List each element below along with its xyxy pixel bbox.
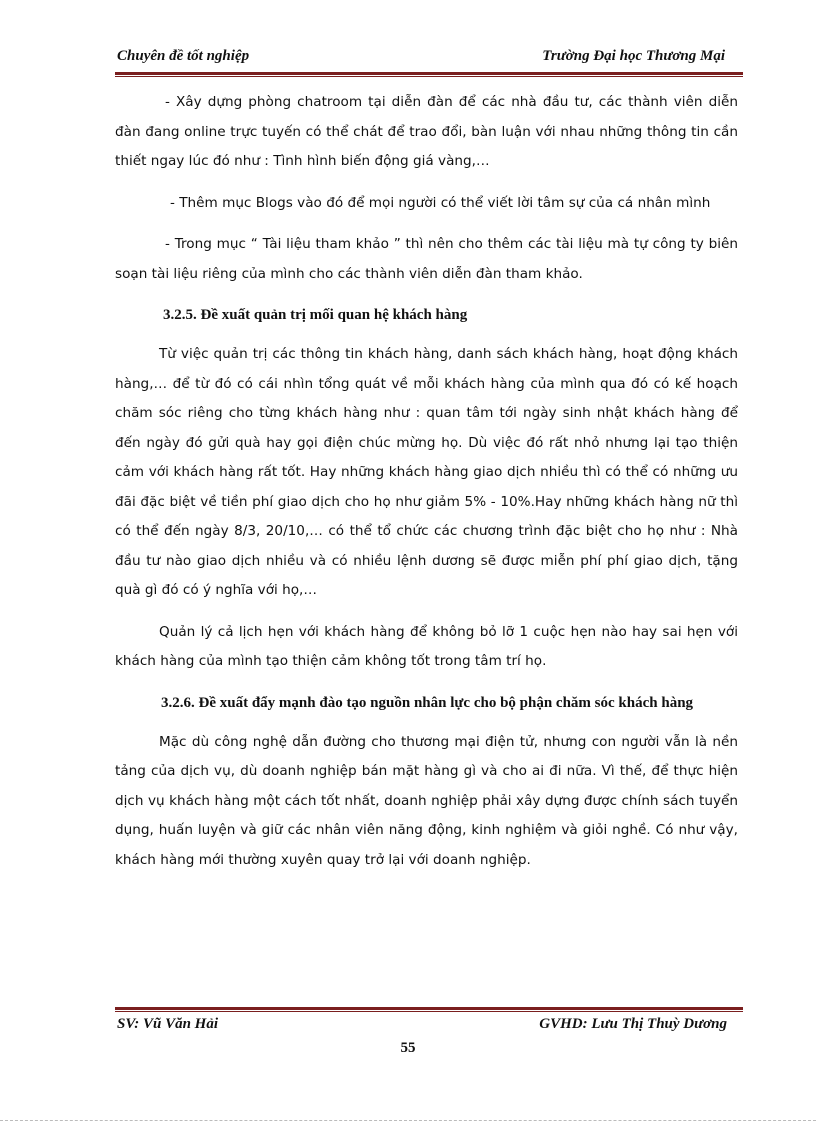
page-body bbox=[115, 88, 738, 887]
paragraph-references: - Trong mục “ Tài liệu tham khảo ” thì nên cho thêm các tài liệu mà tự công ty biên soạn tài liệu riêng của mình cho các thành viên diễn đàn tham khảo. bbox=[115, 236, 738, 282]
section-heading-3-2-5: 3.2.5. Đề xuất quản trị mối quan hệ khách hàng bbox=[163, 307, 468, 323]
header-topic: Chuyên đề tốt nghiệp bbox=[117, 48, 250, 64]
page-edge-divider bbox=[0, 1120, 816, 1121]
paragraph-blogs: - Thêm mục Blogs vào đó để mọi người có thể viết lời tâm sự của cá nhân mình bbox=[170, 194, 711, 211]
section-heading-3-2-6: 3.2.6. Đề xuất đẩy mạnh đào tạo nguồn nhân lực cho bộ phận chăm sóc khách hàng bbox=[161, 694, 694, 711]
page-header bbox=[117, 48, 737, 70]
footer-rule bbox=[115, 1007, 743, 1012]
paragraph-human-resources: Mặc dù công nghệ dẫn đường cho thương mại điện tử, nhưng con người vẫn là nền tảng của dịch vụ, dù doanh nghiệp bán mặt hàng gì và cho ai đi nữa. Vì thế, để thực hiện dịch vụ khách hàng một cách tốt nhất, doanh nghiệp phải xây dựng được chính sách tuyển dụng, huấn luyện và giữ các nhân viên năng động, kinh nghiệm và giỏi nghề. Có như vậy, khách hàng mới thường xuyên quay trở lại với doanh nghiệp. bbox=[115, 733, 738, 868]
page-number: 55 bbox=[400, 1040, 416, 1056]
page-footer bbox=[117, 1016, 737, 1038]
paragraph-customer-management: Từ việc quản trị các thông tin khách hàng, danh sách khách hàng, hoạt động khách hàng,… để từ đó có cái nhìn tổng quát về mỗi khách hàng của mình qua đó có kế hoạch chăm sóc riêng cho từng khách hàng như : quan tâm tới ngày sinh nhật khách hàng để đến ngày đó gửi quà hay gọi điện chúc mừng họ. Dù việc đó rất nhỏ nhưng lại tạo thiện cảm với khách hàng rất tốt. Hay những khách hàng giao dịch nhiều thì có thể có những ưu đãi đặc biệt về tiền phí giao dịch cho họ như giảm 5% - 10%.Hay những khách hàng nữ thì có thể đến ngày 8/3, 20/10,… có thể tổ chức các chương trình đặc biệt cho họ như : Nhà đầu tư nào giao dịch nhiều và có nhiều lệnh dương sẽ được miễn phí phí giao dịch, tặng quà gì đó có ý nghĩa với họ,… bbox=[115, 346, 738, 598]
footer-supervisor: GVHD: Lưu Thị Thuỳ Dương bbox=[539, 1016, 727, 1032]
paragraph-chatroom: - Xây dựng phòng chatroom tại diễn đàn để các nhà đầu tư, các thành viên diễn đàn đang online trực tuyến có thể chát để trao đổi, bàn luận với nhau những thông tin cần thiết ngay lúc đó như : Tình hình biến động giá vàng,… bbox=[115, 94, 738, 169]
header-university: Trường Đại học Thương Mại bbox=[542, 48, 725, 64]
paragraph-appointments: Quản lý cả lịch hẹn với khách hàng để không bỏ lỡ 1 cuộc hẹn nào hay sai hẹn với khách hàng của mình tạo thiện cảm không tốt trong tâm trí họ. bbox=[115, 623, 738, 669]
footer-student: SV: Vũ Văn Hải bbox=[117, 1016, 219, 1032]
header-rule bbox=[115, 72, 743, 77]
